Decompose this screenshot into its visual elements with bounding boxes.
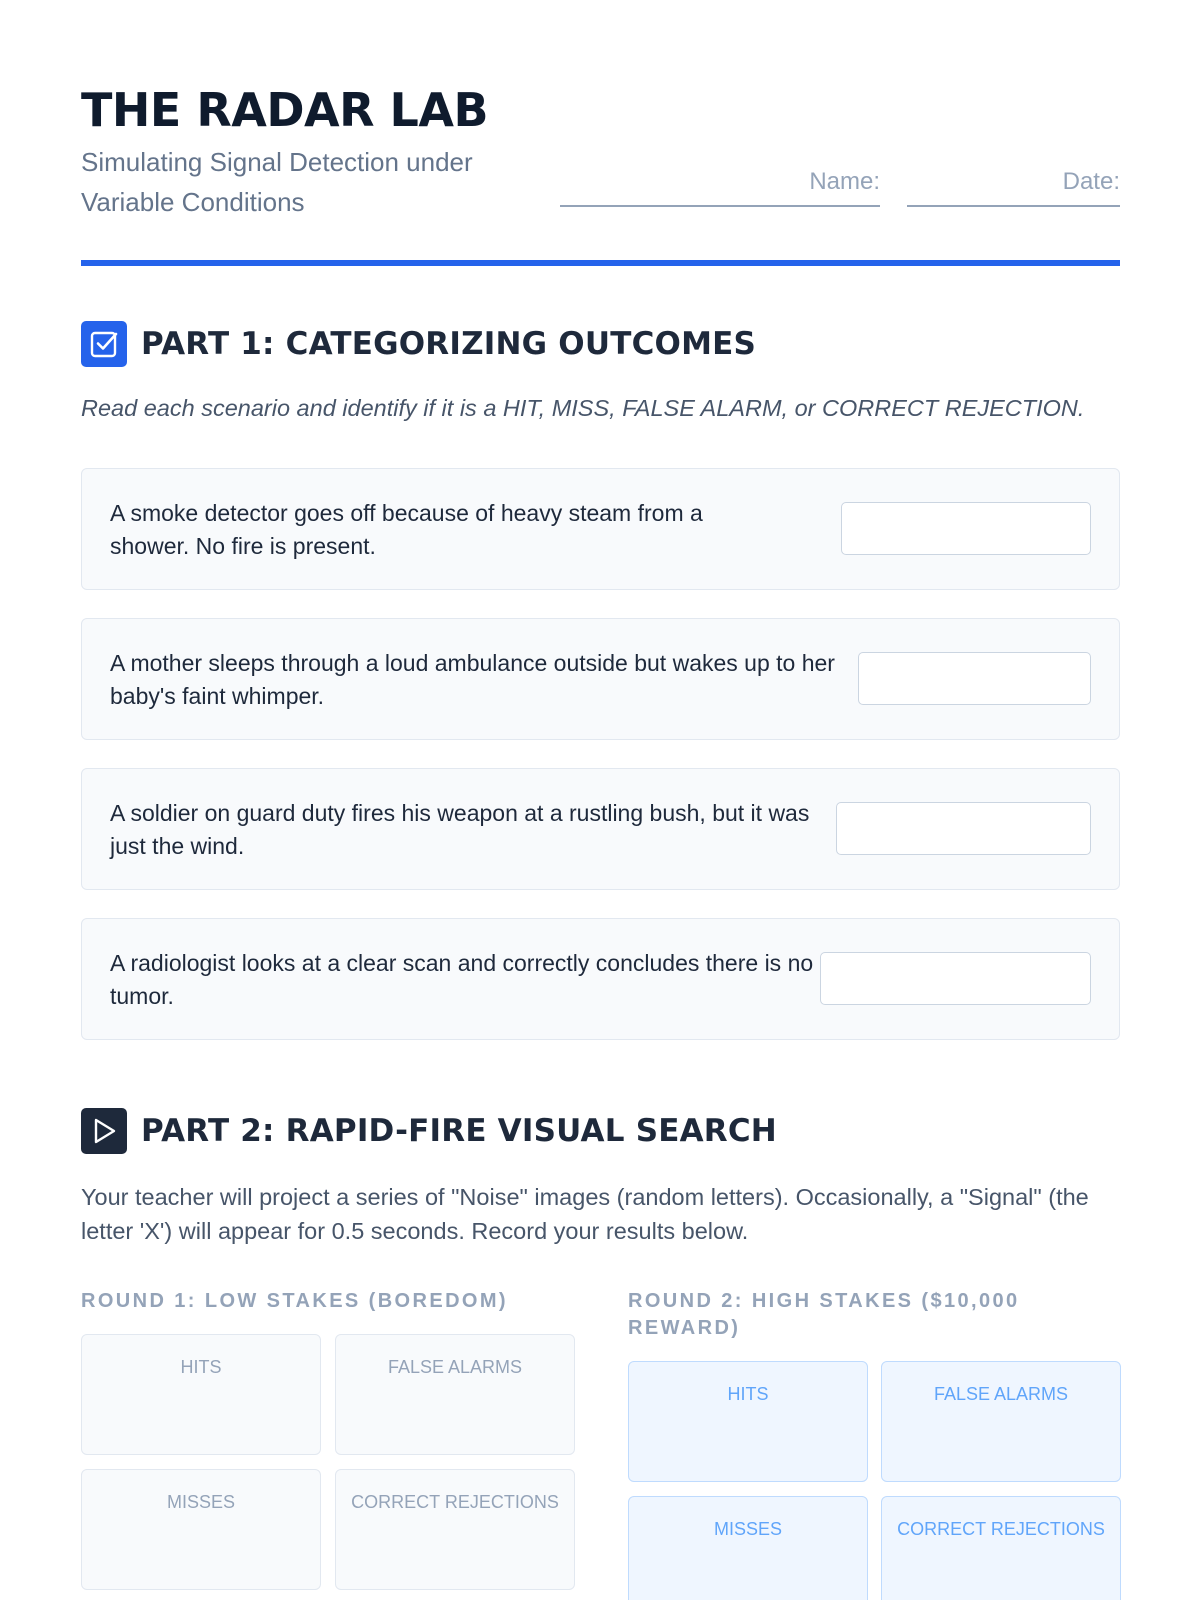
answer-input[interactable] bbox=[841, 502, 1091, 555]
round-2-false-alarms[interactable]: FALSE ALARMS bbox=[881, 1361, 1121, 1482]
checkbox-icon bbox=[81, 321, 127, 367]
page-subtitle: Simulating Signal Detection under Variable Conditions bbox=[81, 147, 473, 217]
part1-header bbox=[81, 321, 756, 367]
name-field[interactable]: Name: bbox=[560, 162, 880, 207]
round-1-correct-rejections[interactable]: CORRECT REJECTIONS bbox=[335, 1469, 575, 1590]
scenario-text: A soldier on guard duty fires his weapon at a rustling bush, but it was just the wind. bbox=[110, 800, 810, 859]
part2-title: PART 2: RAPID-FIRE VISUAL SEARCH bbox=[141, 1113, 777, 1149]
round-1-hits[interactable]: HITS bbox=[81, 1334, 321, 1455]
scenario-text: A radiologist looks at a clear scan and correctly concludes there is no tumor. bbox=[110, 950, 814, 1009]
answer-input[interactable] bbox=[836, 802, 1091, 855]
scenario-text: A mother sleeps through a loud ambulance outside but wakes up to her baby's faint whimper. bbox=[110, 650, 835, 709]
date-field[interactable]: Date: bbox=[907, 162, 1120, 207]
round-2-label: ROUND 2: HIGH STAKES ($10,000 REWARD) bbox=[628, 1290, 1020, 1339]
page-title: THE RADAR LAB bbox=[81, 83, 489, 137]
round-1-misses[interactable]: MISSES bbox=[81, 1469, 321, 1590]
round-1-label: ROUND 1: LOW STAKES (BOREDOM) bbox=[81, 1290, 508, 1312]
round-2-hits[interactable]: HITS bbox=[628, 1361, 868, 1482]
round-2-correct-rejections[interactable]: CORRECT REJECTIONS bbox=[881, 1496, 1121, 1600]
play-icon bbox=[81, 1108, 127, 1154]
answer-input[interactable] bbox=[858, 652, 1091, 705]
scenario-text: A smoke detector goes off because of heavy steam from a shower. No fire is present. bbox=[110, 500, 703, 559]
part1-instructions: Read each scenario and identify if it is a HIT, MISS, FALSE ALARM, or CORRECT REJECTION. bbox=[81, 395, 1085, 421]
part2-description: Your teacher will project a series of "Noise" images (random letters). Occasionally, a "Signal" (the letter 'X') will appear for 0.5 seconds. Record your results below. bbox=[81, 1184, 1089, 1244]
scenario-card bbox=[81, 768, 1120, 890]
round-1-false-alarms[interactable]: FALSE ALARMS bbox=[335, 1334, 575, 1455]
part2-header bbox=[81, 1108, 777, 1154]
round-2-misses[interactable]: MISSES bbox=[628, 1496, 868, 1600]
scenario-card bbox=[81, 618, 1120, 740]
part1-title: PART 1: CATEGORIZING OUTCOMES bbox=[141, 326, 757, 362]
scenario-card bbox=[81, 468, 1120, 590]
scenario-card bbox=[81, 918, 1120, 1040]
header-divider bbox=[81, 260, 1120, 266]
answer-input[interactable] bbox=[820, 952, 1091, 1005]
